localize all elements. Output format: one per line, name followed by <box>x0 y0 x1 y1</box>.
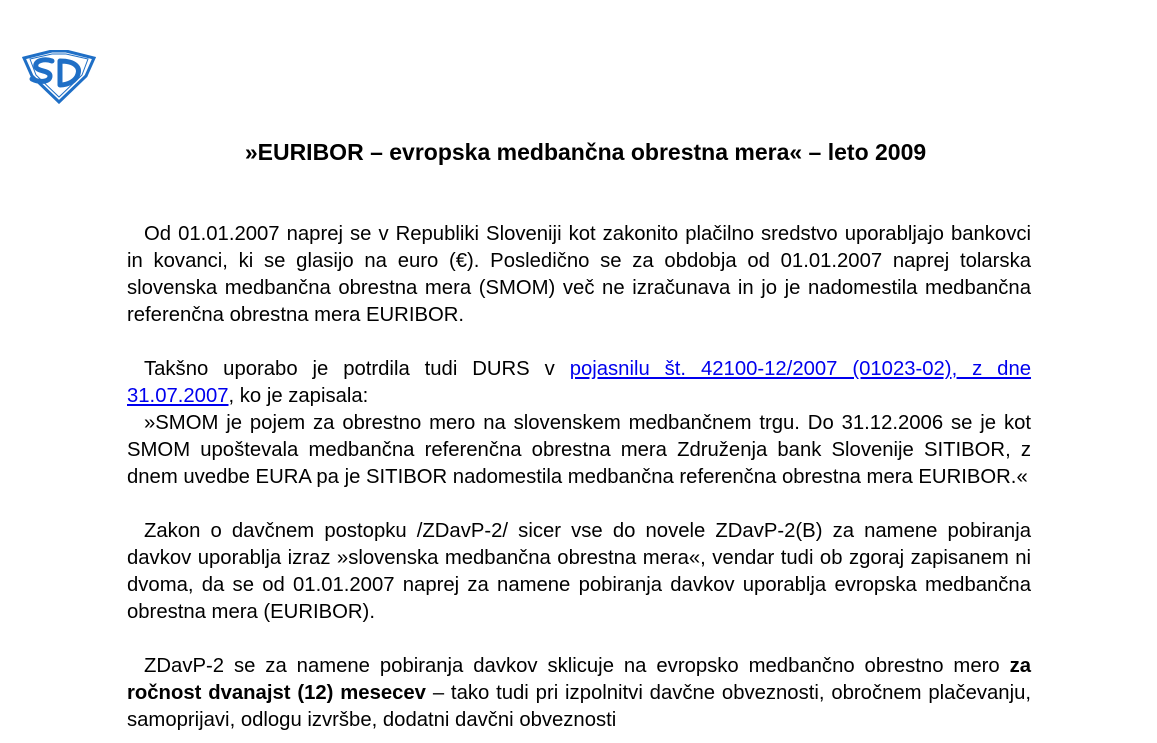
paragraph-durs-text: Takšno uporabo je potrdila tudi DURS v <box>144 358 570 380</box>
paragraph-durs-confirmation <box>127 356 1031 410</box>
durs-explanation-link[interactable]: pojasnilu št. 42100-12/2007 (01023-02), z dne 31.07.2007 <box>127 358 1032 407</box>
paragraph-euro-introduction: Od 01.01.2007 naprej se v Republiki Sloveniji kot zakonito plačilno sredstvo uporabljajo bankovci in kovanci, ki se glasijo na euro (€). Posledično se za obdobja od 01.01.2007 naprej tolarska slovenska medbančna obrestna mera (SMOM) več ne izračunava in jo je nadomestila medbančna referenčna obrestna mera EURIBOR. <box>127 223 1031 326</box>
maturity-emphasis: za ročnost dvanajst (12) mesecev <box>127 655 1031 704</box>
paragraph-zdavp2-maturity <box>127 653 1031 734</box>
paragraph-zdavp2-usage: Zakon o davčnem postopku /ZDavP-2/ sicer vse do novele ZDavP-2(B) za namene pobiranja davkov uporablja izraz »slovenska medbančna obrestna mera«, vendar tudi ob zgoraj zapisanem ni dvoma, da se od 01.01.2007 naprej za namene pobiranja davkov uporablja evropska medbančna obrestna mera (EURIBOR). <box>127 520 1031 623</box>
sd-shield-logo-icon <box>22 50 96 104</box>
paragraph-durs-text-end: , ko je zapisala: <box>228 385 369 407</box>
paragraph-maturity-text-end: – tako tudi pri izpolnitvi davčne obveznosti, obročnem plačevanju, samoprijavi, odlogu izvršbe, dodatni davčni obveznosti <box>127 682 1031 731</box>
document-title: »EURIBOR – evropska medbančna obrestna mera« – leto 2009 <box>244 139 927 165</box>
document-body <box>127 221 1031 734</box>
paragraph-maturity-text: ZDavP-2 se za namene pobiranja davkov sklicuje na evropsko medbančno obrestno mero <box>144 655 1010 677</box>
durs-quote: »SMOM je pojem za obrestno mero na slovenskem medbančnem trgu. Do 31.12.2006 se je kot SMOM upoštevala medbančna referenčna obrestna mera Združenja bank Slovenije SITIBOR, z dnem uvedbe EURA pa je SITIBOR nadomestila medbančna referenčna obrestna mera EURIBOR.« <box>127 412 1031 488</box>
